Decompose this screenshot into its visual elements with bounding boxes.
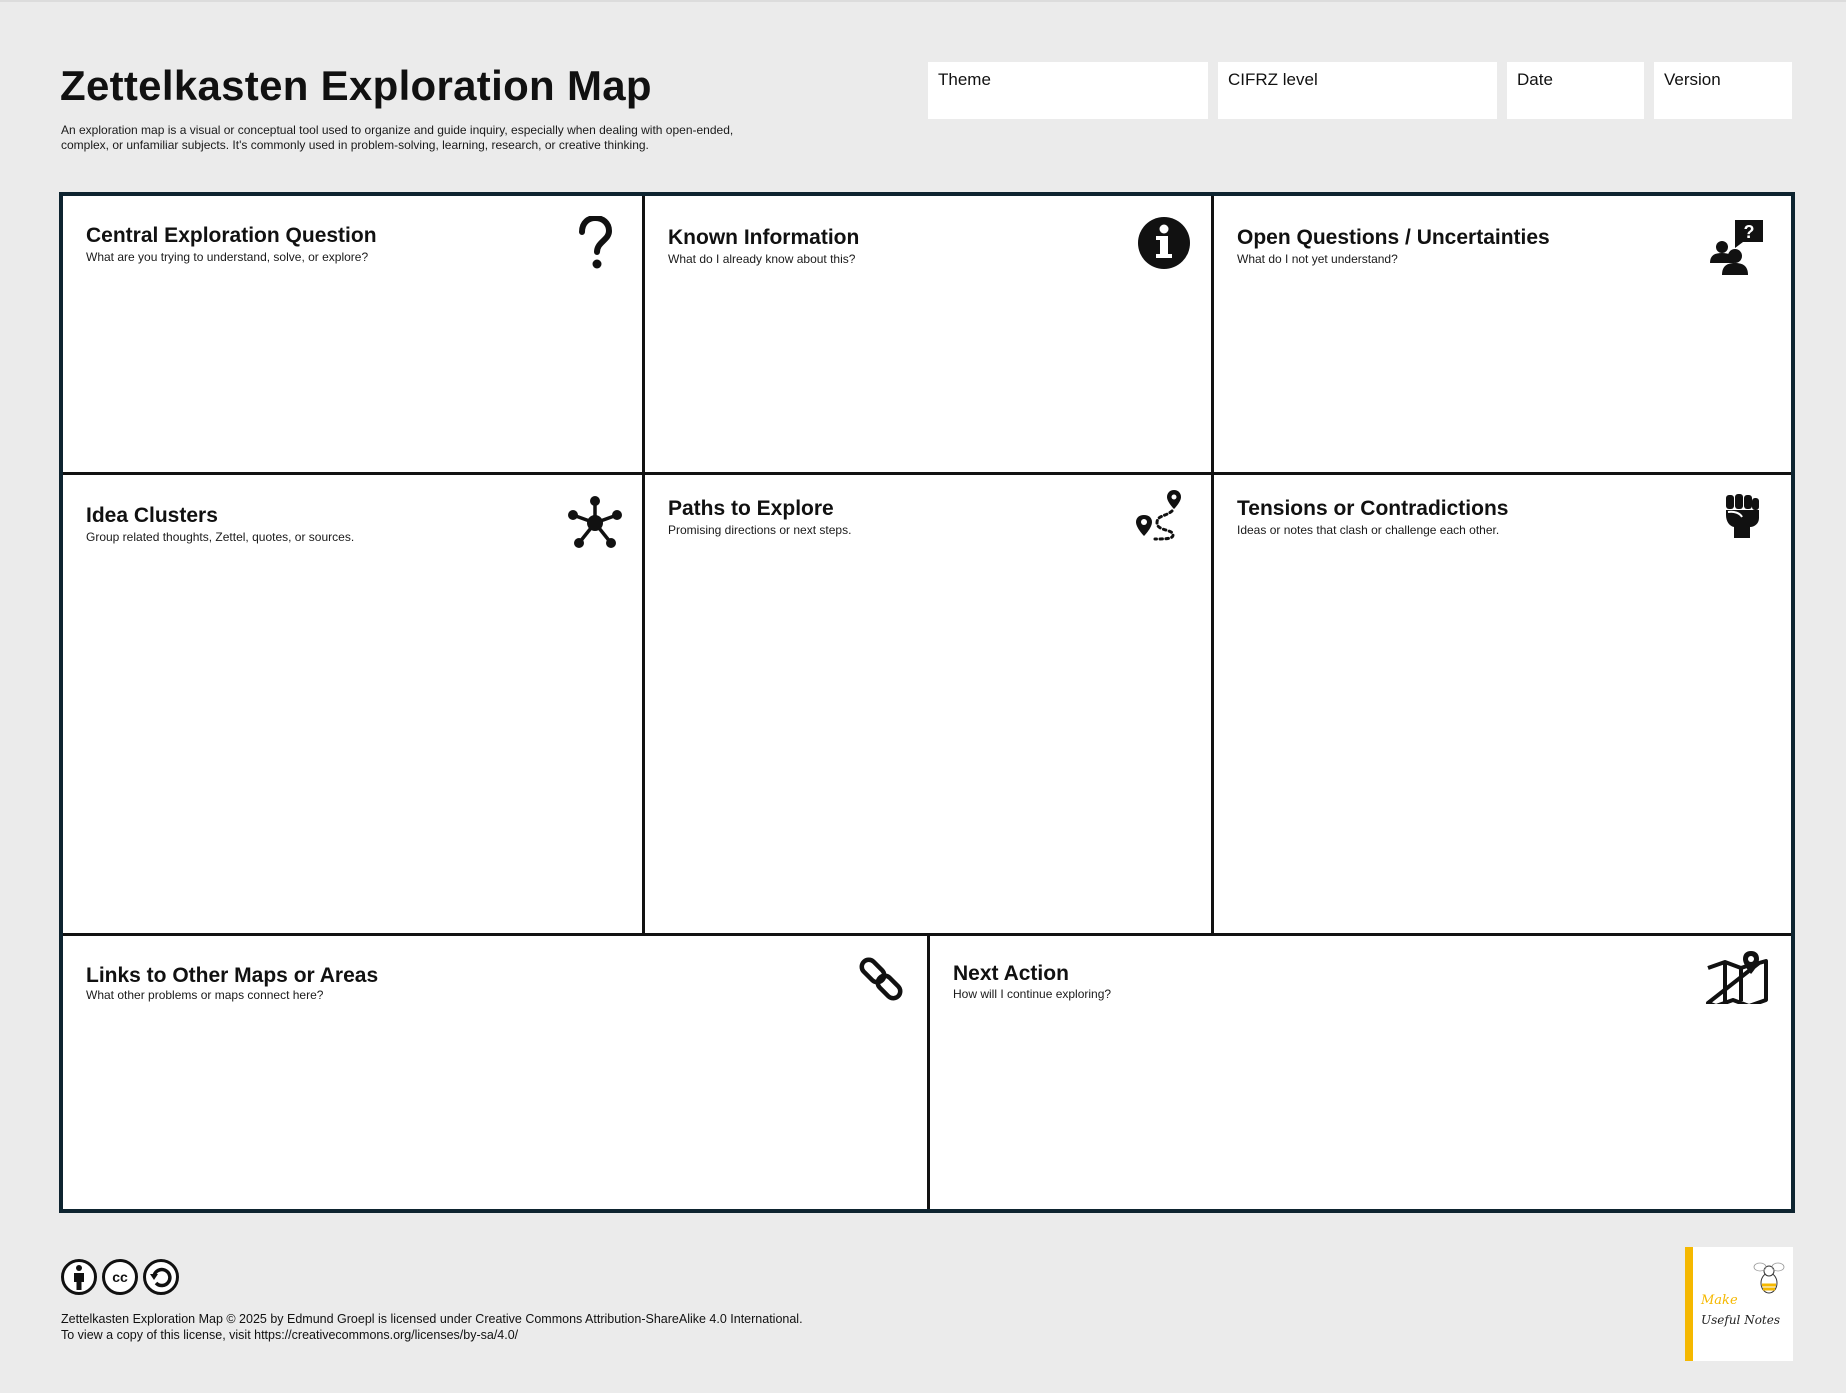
section-subtitle: Promising directions or next steps.: [668, 523, 852, 537]
network-icon: [567, 495, 623, 551]
section-next-action[interactable]: [930, 936, 1791, 1209]
section-subtitle: How will I continue exploring?: [953, 987, 1112, 1001]
section-subtitle: What are you trying to understand, solve, or explore?: [86, 250, 369, 264]
section-open-questions[interactable]: [1214, 196, 1791, 472]
map-pin-icon: [1705, 950, 1769, 1004]
section-title: Open Questions / Uncertainties: [1237, 226, 1550, 249]
cc-attribution-icon: [60, 1258, 98, 1296]
brand-make-text: Make: [1701, 1293, 1738, 1308]
section-title: Next Action: [953, 962, 1069, 985]
section-idea-clusters[interactable]: [63, 475, 642, 933]
section-title: Tensions or Contradictions: [1237, 497, 1509, 520]
section-known-information[interactable]: [645, 196, 1211, 472]
license-url-line[interactable]: To view a copy of this license, visit https://creativecommons.org/licenses/by-sa/4.0/: [61, 1328, 519, 1342]
page-description: An exploration map is a visual or conceptual tool used to organize and guide inquiry, especially when dealing with open-ended, complex, or unfamiliar subjects. It's commonly used in problem-solving, learning, research, or creative thinking.: [61, 123, 734, 152]
route-icon: [1135, 489, 1183, 541]
section-title: Paths to Explore: [668, 497, 834, 520]
cc-logo-icon: [101, 1258, 139, 1296]
section-subtitle: What do I already know about this?: [668, 252, 856, 266]
bee-character-icon: [1751, 1259, 1787, 1299]
section-title: Links to Other Maps or Areas: [86, 964, 379, 987]
section-title: Central Exploration Question: [86, 224, 377, 247]
license-line: Zettelkasten Exploration Map © 2025 by Edmund Groepl is licensed under Creative Commons Attribution-ShareAlike 4.0 International.: [61, 1312, 803, 1326]
top-divider: [0, 0, 1846, 2]
question-mark-icon: [577, 216, 613, 272]
brand-notes-text: Useful Notes: [1701, 1313, 1781, 1327]
section-subtitle: What other problems or maps connect here?: [86, 988, 324, 1002]
fist-icon: [1724, 493, 1760, 539]
make-useful-notes-logo: [1685, 1247, 1793, 1361]
section-subtitle: Ideas or notes that clash or challenge each other.: [1237, 523, 1500, 537]
section-subtitle: What do I not yet understand?: [1237, 252, 1398, 266]
date-field[interactable]: Date: [1507, 62, 1644, 119]
section-tensions[interactable]: [1214, 475, 1791, 933]
people-question-icon: [1709, 218, 1765, 276]
cifrz-level-field[interactable]: CIFRZ level: [1218, 62, 1497, 119]
section-paths-to-explore[interactable]: [645, 475, 1211, 933]
svg-text:?: ?: [1743, 222, 1755, 242]
cc-license-badges[interactable]: [60, 1258, 180, 1296]
section-central-question[interactable]: [63, 196, 642, 472]
section-links-other-maps[interactable]: [63, 936, 927, 1209]
info-icon: [1137, 216, 1191, 270]
section-title: Idea Clusters: [86, 504, 218, 527]
cc-sharealike-icon: [142, 1258, 180, 1296]
license-statement: [61, 1311, 803, 1343]
exploration-canvas: [59, 192, 1795, 1213]
version-field[interactable]: Version: [1654, 62, 1792, 119]
section-title: Known Information: [668, 226, 860, 249]
section-subtitle: Group related thoughts, Zettel, quotes, or sources.: [86, 530, 355, 544]
chain-link-icon: [858, 956, 904, 1002]
page-title: Zettelkasten Exploration Map: [60, 62, 652, 109]
brand-caption: [1701, 1263, 1702, 1268]
theme-field[interactable]: Theme: [928, 62, 1208, 119]
svg-text:cc: cc: [112, 1269, 128, 1285]
